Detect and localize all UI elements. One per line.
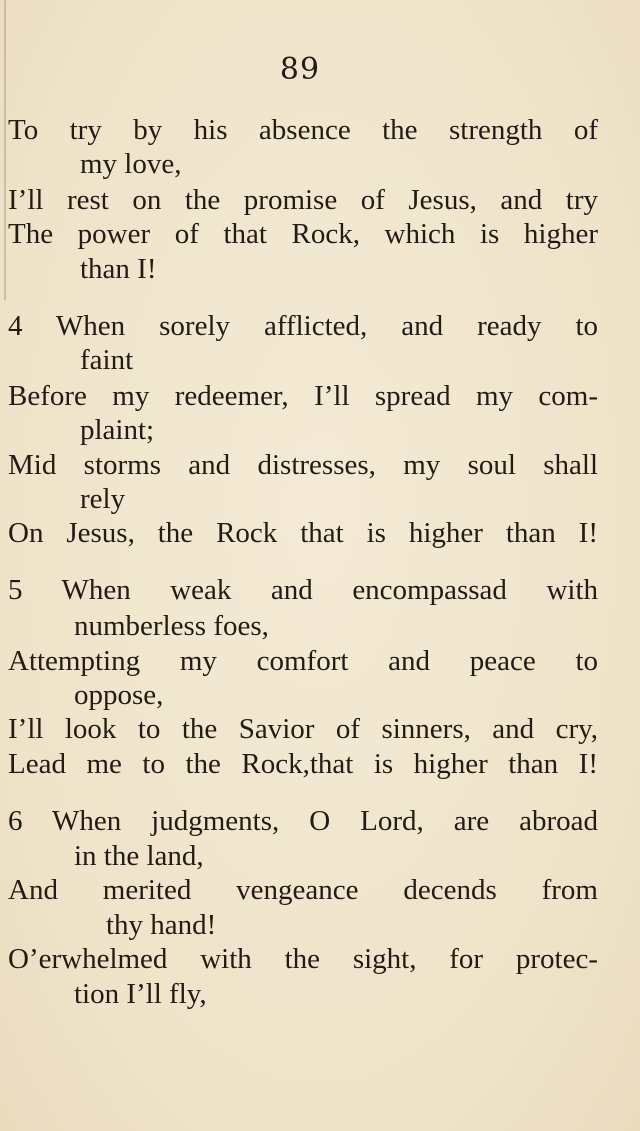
verse-line: The power of that Rock, which is higher: [8, 218, 598, 250]
page-edge: [4, 0, 6, 300]
verse-line: in the land,: [74, 840, 204, 872]
verse-line: Mid storms and distresses, my soul shall: [8, 449, 598, 481]
verse-line: oppose,: [74, 679, 164, 711]
verse-line: On Jesus, the Rock that is higher than I!: [8, 517, 598, 549]
verse-line: I’ll look to the Savior of sinners, and cry,: [8, 713, 598, 745]
verse-line: rely: [80, 483, 126, 515]
verse-line: than I!: [80, 253, 157, 285]
verse-line: And merited vengeance decends from: [8, 874, 598, 906]
verse-line: Before my redeemer, I’ll spread my com-: [8, 380, 598, 412]
verse-line: Attempting my comfort and peace to: [8, 645, 598, 677]
verse-line: faint: [80, 344, 134, 376]
verse-line: 6 When judgments, O Lord, are abroad: [8, 805, 598, 837]
verse-line: my love,: [80, 148, 182, 180]
verse-line: thy hand!: [106, 909, 217, 941]
verse-line: O’erwhelmed with the sight, for protec-: [8, 943, 598, 975]
verse-line: 4 When sorely afflicted, and ready to: [8, 310, 598, 342]
verse-line: 5 When weak and encompassad with: [8, 574, 598, 606]
verse-line: Lead me to the Rock,that is higher than I!: [8, 748, 598, 780]
verse-line: plaint;: [80, 414, 155, 446]
verse-line: I’ll rest on the promise of Jesus, and try: [8, 184, 598, 216]
page-number: 89: [279, 52, 321, 87]
verse-line: tion I’ll fly,: [74, 978, 207, 1010]
verse-line: To try by his absence the strength of: [8, 114, 598, 146]
verse-line: numberless foes,: [74, 610, 269, 642]
